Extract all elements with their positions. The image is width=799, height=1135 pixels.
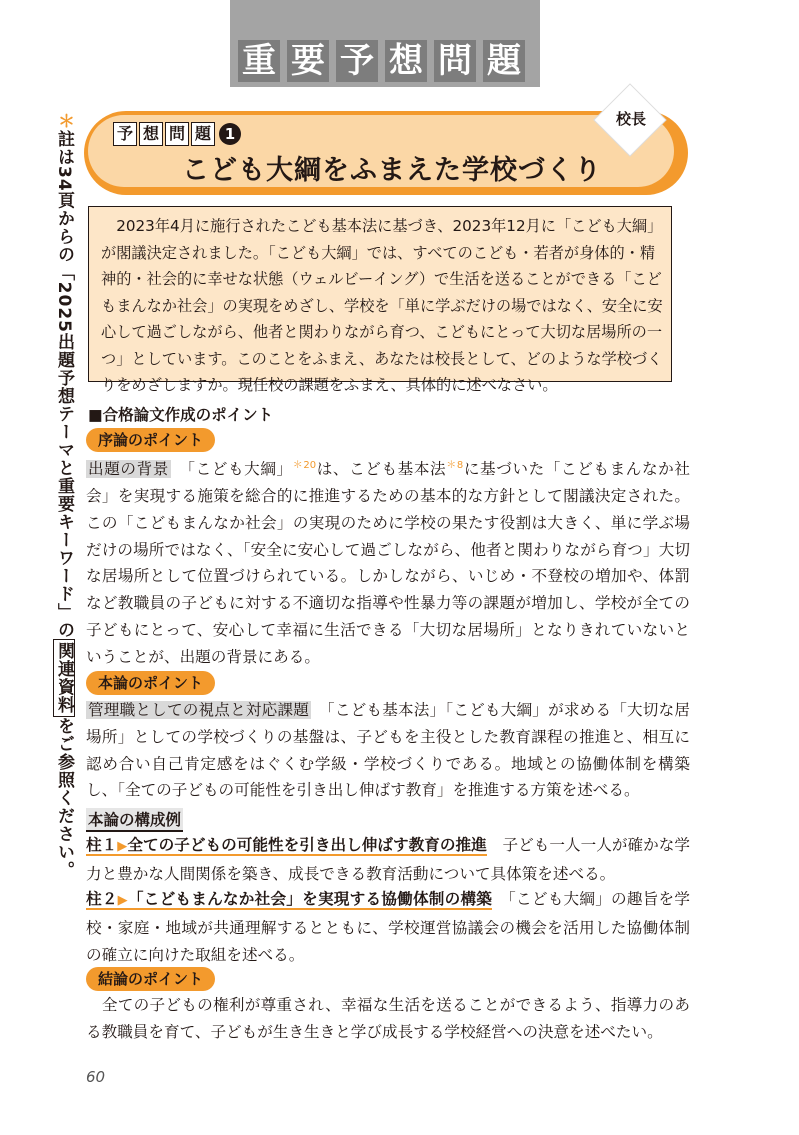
pillar-2-text: 「こども大綱」の趣旨を学校・家庭・地域が共通理解するとともに、学校運営協議会の機会を活用した協働体制の確立に向けた取組を述べる。 xyxy=(86,890,690,964)
side-note-text-end: をご参照ください。 xyxy=(54,716,74,879)
triangle-right-icon: ▶ xyxy=(117,839,128,854)
question-box xyxy=(88,206,672,394)
footnote-ref: ＊8 xyxy=(446,460,464,471)
intro-text-3: に基づいた「こどもまんなか社会」を実現する施策を総合的に推進するための基本的な方針として閣議決定された。この「こどもまんなか社会」の実現のために学校の果たす役割は大きく、単に学ぶ場だけの場所ではなく、「安全に安心して過ごしながら、他者と関わりながら育つ」大切な居場所として位置づけられている。しかしながら、いじめ・不登校の増加や、体罰など教職員の子どもに対する不適切な指導や性暴力等の課題が増加し、学校が全ての子どもにとって、安心して幸福に生活できる「大切な居場所」となりきれていないということが、出題の背景にある。 xyxy=(86,460,690,666)
label-char: 予 xyxy=(113,122,137,146)
question-label xyxy=(113,122,241,146)
points-heading: ■合格論文作成のポイント xyxy=(88,406,274,424)
conclusion-text: 全ての子どもの権利が尊重され、幸福な生活を送ることができるよう、指導力のある教職員を育て、子どもが生き生きと学び成長する学校経営への決意を述べたい。 xyxy=(86,996,690,1041)
label-char: 題 xyxy=(191,122,215,146)
header-char: 題 xyxy=(483,40,525,82)
question-title: こども大綱をふまえた学校づくり xyxy=(182,155,602,186)
main-text: 「こども基本法」「こども大綱」が求める「大切な居場所」としての学校づくりの基盤は、子どもを主役とした教育課程の推進と、相互に認め合い自己肯定感をはぐくむ学級・学校づくりである。地域との協働体制を構築し、「全ての子どもの可能性を引き出し伸ばす教育」を推進する方策を述べる。 xyxy=(86,701,690,800)
side-note xyxy=(52,112,76,879)
triangle-right-icon: ▶ xyxy=(117,893,128,908)
pillar-1-number: 柱１ xyxy=(86,836,118,854)
side-note-text: 註は34頁からの「2025出題予想テーマと重要キーワード」の xyxy=(54,130,74,639)
footnote-ref: ＊20 xyxy=(292,460,317,471)
intro-lead: 出題の背景 xyxy=(88,460,169,479)
header-char: 要 xyxy=(287,40,329,82)
intro-paragraph xyxy=(86,453,690,671)
label-char: 想 xyxy=(139,122,163,146)
intro-text-2: は、こども基本法 xyxy=(316,460,447,479)
question-text: 2023年4月に施行されたこども基本法に基づき、2023年12月に「こども大綱」が閣議決定されました。「こども大綱」では、すべてのこども・若者が身体的・精神的・社会的に幸せな状態（ウェルビーイング）で生活を送ることができる「こどもまんなか社会」の実現をめざし、学校を「単に学ぶだけの場ではなく、安全に安心して過ごしながら、他者と関わりながら育つ、こどもにとって大切な居場所の一つ」としています。このことをふまえ、あなたは校長として、どのような学校づくりをめざしますか。現任校の課題をふまえ、具体的に述べなさい。 xyxy=(101,217,663,394)
pillar-1 xyxy=(86,832,690,888)
header-char: 予 xyxy=(336,40,378,82)
page-number: 60 xyxy=(86,1068,106,1086)
side-note-boxed: 関連資料 xyxy=(53,639,75,717)
conclusion-pill: 結論のポイント xyxy=(86,967,215,991)
header-char: 想 xyxy=(385,40,427,82)
header-title xyxy=(238,40,525,82)
label-char: 問 xyxy=(165,122,189,146)
role-badge-label: 校長 xyxy=(615,110,646,128)
conclusion-paragraph xyxy=(86,992,690,1046)
main-paragraph xyxy=(86,697,690,804)
pillar-2-heading xyxy=(86,890,492,910)
header-char: 重 xyxy=(238,40,280,82)
question-number: 1 xyxy=(219,123,241,145)
pillar-1-heading xyxy=(86,836,487,856)
main-pill: 本論のポイント xyxy=(86,671,215,695)
structure-label: 本論の構成例 xyxy=(86,808,183,832)
main-lead: 管理職としての視点と対応課題 xyxy=(88,701,310,719)
pillar-2 xyxy=(86,886,690,968)
pillar-1-title: 全ての子どもの可能性を引き出し伸ばす教育の推進 xyxy=(127,836,487,854)
header-char: 問 xyxy=(434,40,476,82)
pillar-2-number: 柱２ xyxy=(86,890,118,908)
pillar-1-text: 子ども一人一人が確かな学力と豊かな人間関係を築き、成長できる教育活動について具体策を述べる。 xyxy=(86,836,690,883)
intro-text-1: 「こども大綱」 xyxy=(187,460,293,479)
pillar-2-title: 「こどもまんなか社会」を実現する協働体制の構築 xyxy=(127,890,493,908)
intro-pill: 序論のポイント xyxy=(86,428,215,452)
asterisk-icon: ＊ xyxy=(54,112,74,130)
